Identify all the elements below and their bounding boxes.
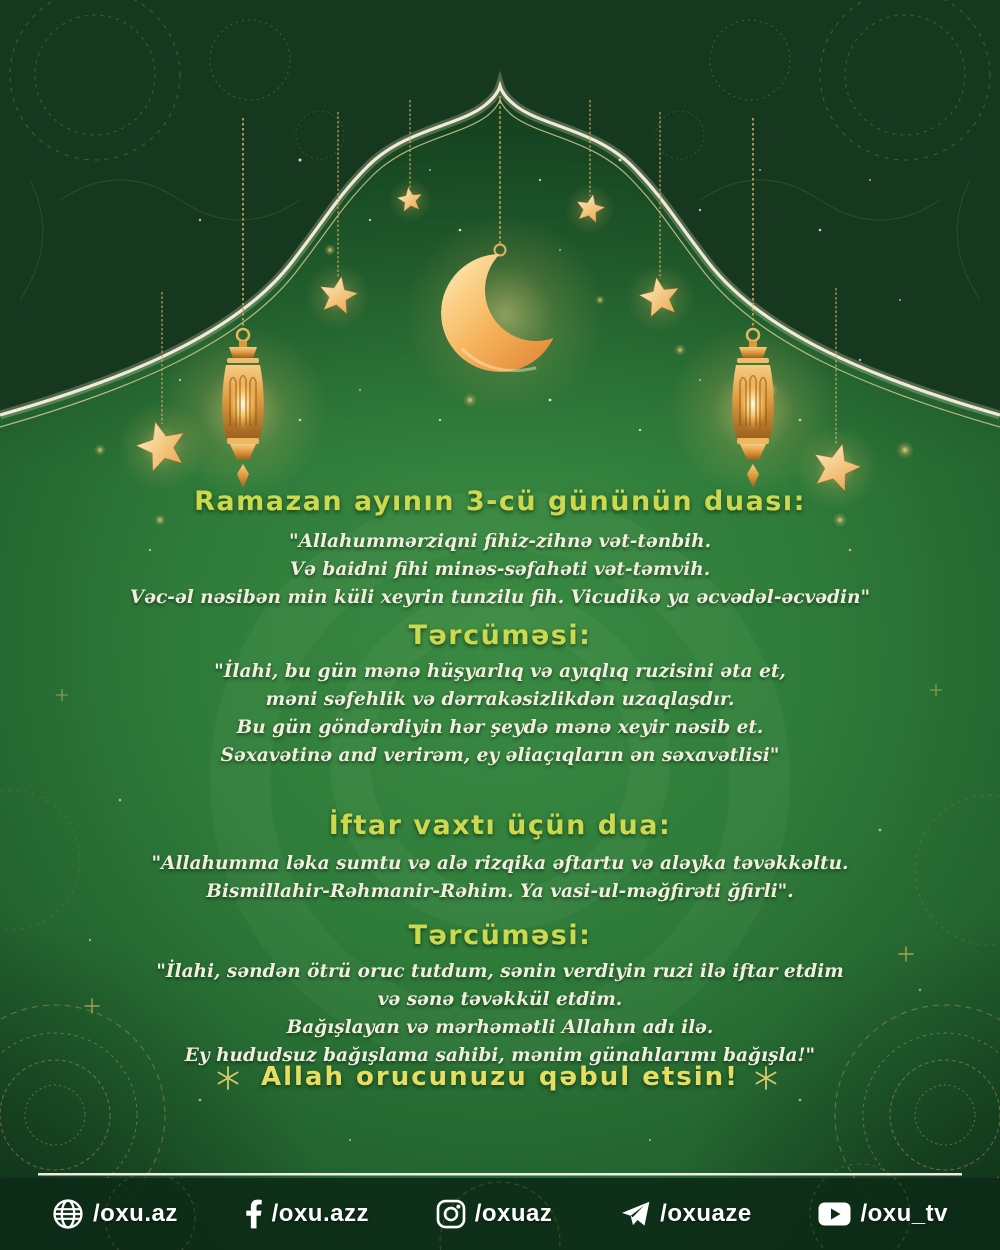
- prayer-line: Və baidni fihi minəs-səfahəti vət-təmvih.: [289, 559, 711, 580]
- translation-line: Səxavətinə and verirəm, ey əliaçıqların ən səxavətlisi": [220, 745, 780, 766]
- dua-text-block: [0, 528, 1000, 612]
- social-handle: /oxu_tv: [860, 1200, 948, 1227]
- social-youtube: [818, 1200, 948, 1228]
- section-title-dua: Ramazan ayının 3-cü gününün duası:: [194, 486, 806, 517]
- social-handle: /oxuaz: [474, 1200, 553, 1227]
- translation-line: Bu gün göndərdiyin hər şeydə mənə xeyir nəsib et.: [236, 717, 764, 738]
- social-handle: /oxu.az: [93, 1200, 178, 1227]
- section-title-tercumesi-2: Tərcüməsi:: [408, 920, 592, 951]
- prayer-line: "Allahumma ləka sumtu və alə rizqika əftartu və aləyka təvəkkəltu.: [151, 853, 849, 874]
- translation-line: Bağışlayan və mərhəmətli Allahın adı ilə.: [286, 1017, 714, 1038]
- translation-line: və sənə təvəkkül etdim.: [377, 989, 623, 1010]
- social-handle: /oxuaze: [660, 1200, 752, 1227]
- youtube-icon: [818, 1202, 851, 1226]
- globe-icon: [52, 1198, 84, 1230]
- closing-wish: Allah orucunuzu qəbul etsin!: [260, 1062, 740, 1092]
- facebook-icon: [245, 1199, 263, 1229]
- prayer-line: Vəc-əl nəsibən min küli xeyrin tunzilu fih. Vicudikə ya əcvədəl-əcvədin": [129, 587, 871, 608]
- social-website: [52, 1198, 178, 1230]
- tercumesi-2-block: [0, 958, 1000, 1070]
- prayer-line: "Allahummərziqni fihiz-zihnə vət-tənbih.: [288, 531, 712, 552]
- crescent-moon-icon: [405, 215, 605, 415]
- social-instagram: [436, 1199, 553, 1229]
- social-bar: [0, 1178, 1000, 1250]
- tercumesi-1-block: [0, 658, 1000, 770]
- social-facebook: [245, 1199, 369, 1229]
- iftar-dua-block: [0, 850, 1000, 906]
- translation-line: məni səfehlik və dərrakəsizlikdən uzaqlaşdır.: [265, 689, 735, 710]
- instagram-icon: [436, 1199, 466, 1229]
- section-title-tercumesi-1: Tərcüməsi:: [408, 620, 592, 651]
- translation-line: "İlahi, səndən ötrü oruc tutdum, sənin verdiyin ruzi ilə iftar etdim: [156, 961, 844, 982]
- section-title-iftar: İftar vaxtı üçün dua:: [328, 810, 672, 841]
- translation-line: "İlahi, bu gün mənə hüşyarlıq və ayıqlıq ruzisini əta et,: [214, 661, 786, 682]
- social-telegram: [619, 1199, 752, 1229]
- footer-divider: [38, 1173, 962, 1176]
- social-handle: /oxu.azz: [271, 1200, 369, 1227]
- prayer-line: Bismillahir-Rəhmanir-Rəhim. Ya vasi-ul-məğfirəti ğfirli".: [206, 881, 794, 902]
- translation-line: Ey hududsuz bağışlama sahibi, mənim günahlarımı bağışla!": [184, 1045, 816, 1066]
- telegram-icon: [619, 1199, 651, 1229]
